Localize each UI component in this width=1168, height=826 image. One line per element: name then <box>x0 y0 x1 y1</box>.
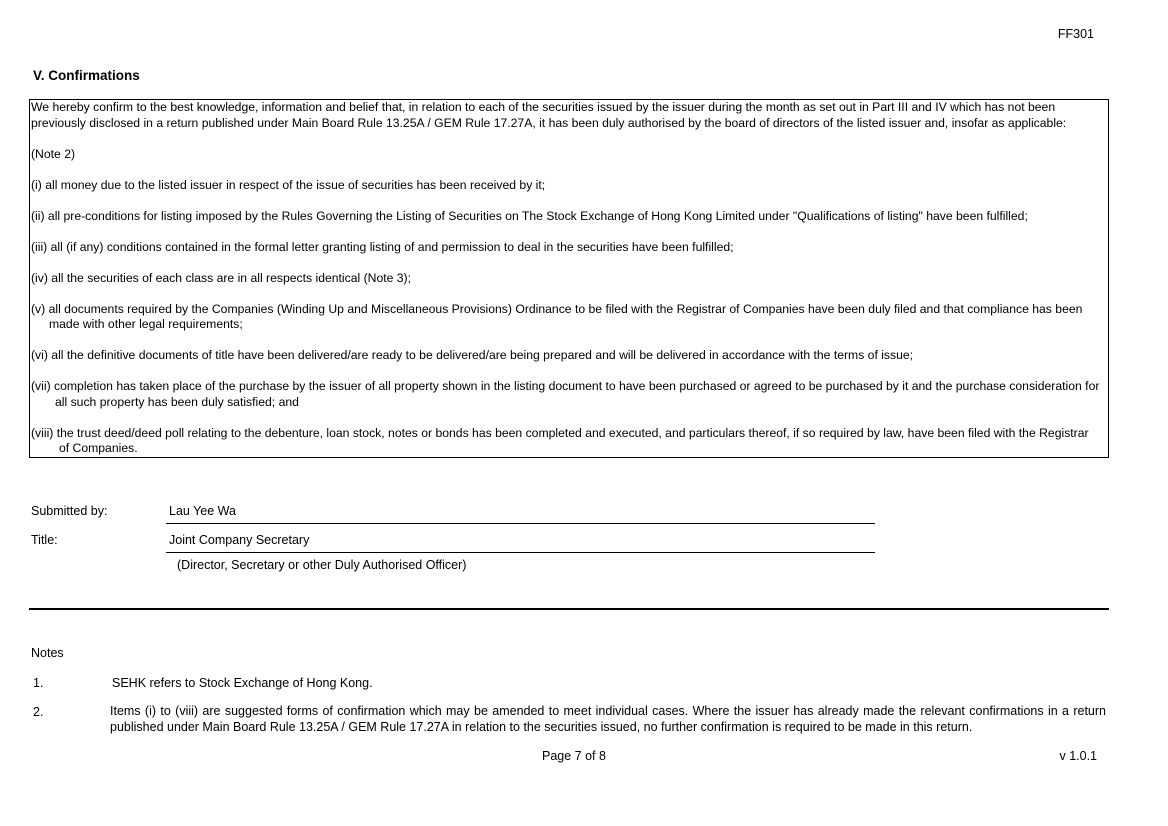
confirmation-box <box>29 99 1109 458</box>
confirmation-item-vi: (vi) all the definitive documents of title have been delivered/are ready to be delivered/are being prepared and will be delivered in accordance with the terms of issue; <box>31 348 914 362</box>
title-line <box>166 552 875 553</box>
confirmation-item-ii: (ii) all pre-conditions for listing imposed by the Rules Governing the Listing of Securities on The Stock Exchange of Hong Kong Limited under "Qualifications of listing" have been fulfilled; <box>31 208 1028 223</box>
submitted-by-line <box>166 523 875 524</box>
confirmation-intro: We hereby confirm to the best knowledge, information and belief that, in relation to each of the securities issued by the issuer during the month as set out in Part III and IV which has not been previously disclosed in a return published under Main Board Rule 13.25A / GEM Rule 17.27A, it has been duly authorised by the board of directors of the listed issuer and, insofar as applicable: <box>31 100 1067 130</box>
submitted-by-label: Submitted by: <box>31 504 108 518</box>
section-title: V. Confirmations <box>33 68 140 83</box>
title-value: Joint Company Secretary <box>169 533 310 547</box>
confirmation-item-v: (v) all documents required by the Companies (Winding Up and Miscellaneous Provisions) Ordinance to be filed with the Registrar of Companies have been duly filed and that compliance has been made with other legal requirements; <box>31 301 1083 331</box>
page-number: Page 7 of 8 <box>542 749 606 763</box>
note-number-1: 1. <box>33 676 44 690</box>
confirmation-item-vii: (vii) completion has taken place of the purchase by the issuer of all property shown in the listing document to have been purchased or agreed to be purchased by it and the purchase consideration for all such property has been duly satisfied; and <box>31 379 1100 409</box>
confirmation-item-iii: (iii) all (if any) conditions contained in the formal letter granting listing of and permission to deal in the securities have been fulfilled; <box>31 239 734 254</box>
title-note: (Director, Secretary or other Duly Authorised Officer) <box>177 558 467 572</box>
form-code: FF301 <box>1057 27 1094 41</box>
notes-title: Notes <box>31 646 64 660</box>
version-label: v 1.0.1 <box>1059 749 1097 763</box>
confirmation-text <box>31 100 1102 457</box>
note-number-2: 2. <box>33 705 44 719</box>
confirmation-item-iv: (iv) all the securities of each class are in all respects identical (Note 3); <box>31 270 412 285</box>
note-text-1: SEHK refers to Stock Exchange of Hong Kong. <box>112 676 373 690</box>
confirmation-note-ref: (Note 2) <box>31 146 76 161</box>
note-text-2: Items (i) to (viii) are suggested forms of confirmation which may be amended to meet individual cases. Where the issuer has already made the relevant confirmations in a return published under Main Board Rule 13.25A / GEM Rule 17.27A in relation to the securities issued, no further confirmation is required to be made in this return. <box>110 704 1106 734</box>
title-label: Title: <box>31 533 58 547</box>
confirmation-item-viii: (viii) the trust deed/deed poll relating to the debenture, loan stock, notes or bonds has been completed and executed, and particulars thereof, if so required by law, have been filed with the Registrar of Companies. <box>31 425 1089 455</box>
confirmation-item-i: (i) all money due to the listed issuer in respect of the issue of securities has been received by it; <box>31 177 546 192</box>
submitted-by-value: Lau Yee Wa <box>169 504 236 518</box>
section-divider <box>29 608 1109 610</box>
